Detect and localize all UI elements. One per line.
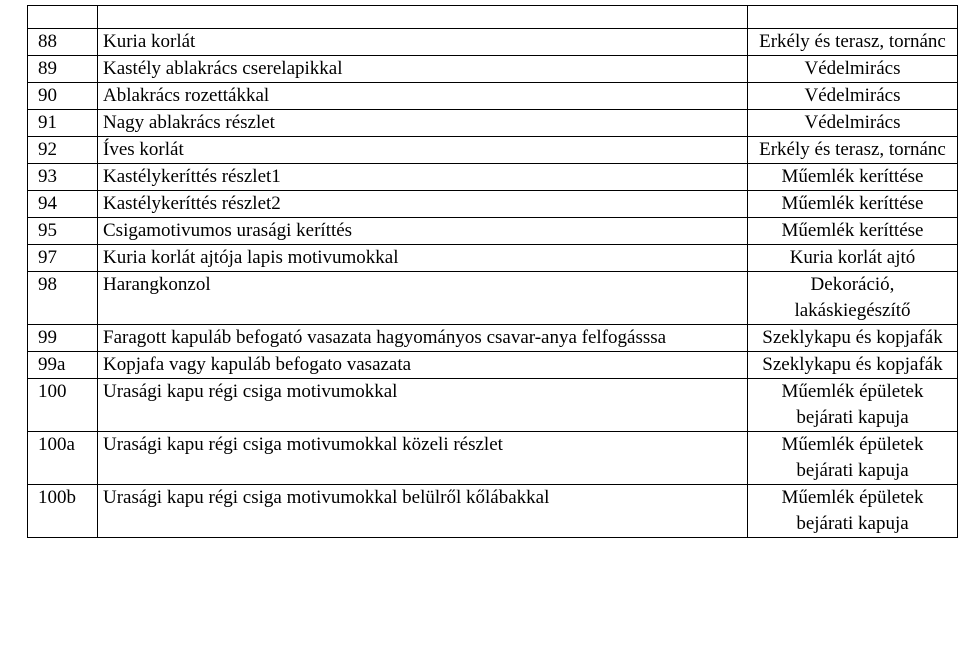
table-row xyxy=(28,137,958,164)
item-number: 89 xyxy=(28,56,98,83)
item-number: 91 xyxy=(28,110,98,137)
item-number: 90 xyxy=(28,83,98,110)
item-category: Védelmirács xyxy=(748,83,958,110)
item-category: Szeklykapu és kopjafák xyxy=(748,325,958,352)
item-title: Urasági kapu régi csiga motivumokkal xyxy=(98,379,748,432)
table-row xyxy=(28,110,958,137)
table-row xyxy=(28,164,958,191)
item-category: Műemlék keríttése xyxy=(748,164,958,191)
item-title: Ablakrács rozettákkal xyxy=(98,83,748,110)
item-category: Erkély és terasz, tornánc xyxy=(748,137,958,164)
item-title: Íves korlát xyxy=(98,137,748,164)
item-title: Urasági kapu régi csiga motivumokkal belülről kőlábakkal xyxy=(98,485,748,538)
table-row xyxy=(28,191,958,218)
table-row xyxy=(28,485,958,538)
header-cell xyxy=(98,6,748,29)
table-row xyxy=(28,352,958,379)
item-category: Szeklykapu és kopjafák xyxy=(748,352,958,379)
item-category: Műemlék épületek bejárati kapuja xyxy=(748,379,958,432)
item-category: Műemlék keríttése xyxy=(748,191,958,218)
table-row xyxy=(28,29,958,56)
item-title: Harangkonzol xyxy=(98,272,748,325)
item-number: 100 xyxy=(28,379,98,432)
item-title: Kastélykeríttés részlet2 xyxy=(98,191,748,218)
item-category: Műemlék keríttése xyxy=(748,218,958,245)
table-row xyxy=(28,272,958,325)
item-category: Műemlék épületek bejárati kapuja xyxy=(748,485,958,538)
item-title: Faragott kapuláb befogató vasazata hagyományos csavar-anya felfogásssa xyxy=(98,325,748,352)
table-header-row xyxy=(28,6,958,29)
item-title: Kastély ablakrács cserelapikkal xyxy=(98,56,748,83)
table-row xyxy=(28,379,958,432)
item-number: 99a xyxy=(28,352,98,379)
item-number: 100b xyxy=(28,485,98,538)
item-number: 95 xyxy=(28,218,98,245)
item-number: 100a xyxy=(28,432,98,485)
item-title: Kastélykeríttés részlet1 xyxy=(98,164,748,191)
item-number: 98 xyxy=(28,272,98,325)
catalog-table xyxy=(27,5,958,538)
item-number: 93 xyxy=(28,164,98,191)
item-title: Urasági kapu régi csiga motivumokkal közeli részlet xyxy=(98,432,748,485)
table-row xyxy=(28,56,958,83)
header-cell xyxy=(28,6,98,29)
table-row xyxy=(28,432,958,485)
item-title: Kuria korlát xyxy=(98,29,748,56)
item-category: Kuria korlát ajtó xyxy=(748,245,958,272)
table-row xyxy=(28,83,958,110)
item-category: Műemlék épületek bejárati kapuja xyxy=(748,432,958,485)
item-title: Nagy ablakrács részlet xyxy=(98,110,748,137)
item-number: 88 xyxy=(28,29,98,56)
item-category: Védelmirács xyxy=(748,110,958,137)
item-number: 94 xyxy=(28,191,98,218)
header-cell xyxy=(748,6,958,29)
item-title: Kuria korlát ajtója lapis motivumokkal xyxy=(98,245,748,272)
item-number: 97 xyxy=(28,245,98,272)
item-number: 99 xyxy=(28,325,98,352)
table-row xyxy=(28,245,958,272)
item-category: Dekoráció, lakáskiegészítő xyxy=(748,272,958,325)
item-title: Csigamotivumos urasági keríttés xyxy=(98,218,748,245)
item-number: 92 xyxy=(28,137,98,164)
item-category: Erkély és terasz, tornánc xyxy=(748,29,958,56)
item-title: Kopjafa vagy kapuláb befogato vasazata xyxy=(98,352,748,379)
table-row xyxy=(28,218,958,245)
table-row xyxy=(28,325,958,352)
item-category: Védelmirács xyxy=(748,56,958,83)
